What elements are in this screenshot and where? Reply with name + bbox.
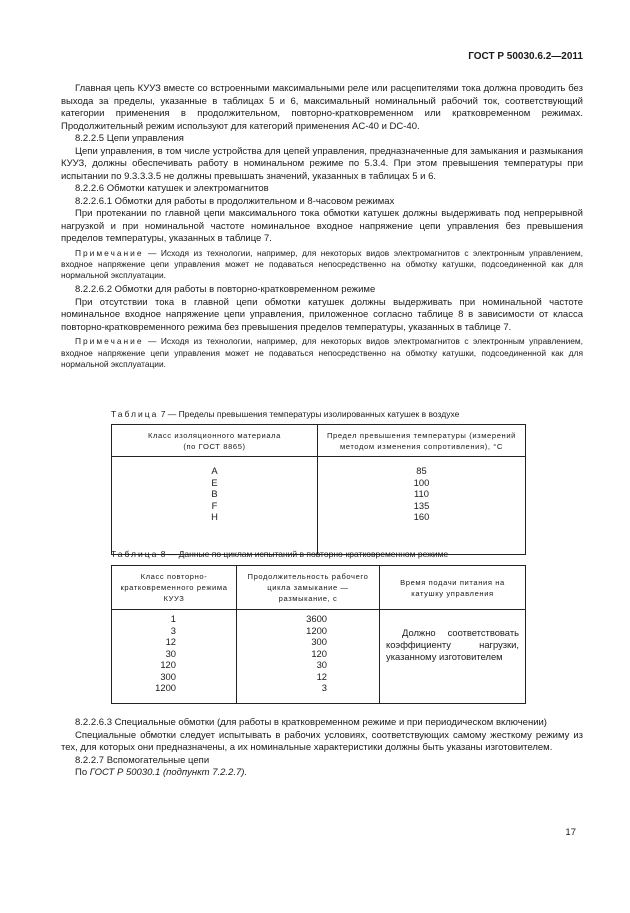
- table-cell: 30: [316, 659, 327, 670]
- table-cell: 120: [160, 659, 176, 670]
- table-cell: 12: [165, 636, 176, 647]
- table-cell: 3600: [306, 613, 327, 624]
- table-cell: 12: [316, 670, 327, 682]
- note-text: — Исходя из технологии, например, для некоторых видов электромагнитов с электронным управлением, входное напряжение цепи управления может не подаваться непосредственно на обмотку катушки, подсоединенной как для нормальной эксплуатации.: [61, 336, 583, 369]
- caption-label: Таблица: [111, 549, 159, 559]
- table7-header-class: Класс изоляционного материала (по ГОСТ 8865): [112, 425, 318, 457]
- table-cell: 300: [160, 670, 176, 682]
- table-cell: Должно соответствовать коэффициенту нагрузки, указанному изготовителем: [386, 627, 519, 662]
- table-cell: 100: [413, 476, 430, 488]
- table-cell: H: [211, 511, 218, 522]
- table-cell: 120: [311, 647, 327, 659]
- table-cell: 1200: [155, 682, 176, 693]
- note: [61, 248, 583, 282]
- table8-classes-cell: [112, 610, 237, 704]
- section-heading: 8.2.2.6.2 Обмотки для работы в повторно-кратковременном режиме: [75, 284, 376, 296]
- table-cell: 110: [414, 488, 429, 499]
- paragraph: Главная цепь КУУЗ вместе со встроенными максимальными реле или расцепителями тока должна проводить без выхода за пределы, указанные в таблицах 5 и 6, максимальный номинальный рабочий ток, соответствующий категории применения в продолжительном, повторно-кратковременном или кратковременном режимах. Продолжительный режим используют для категорий применения AC-40 и DC-40.: [61, 83, 583, 132]
- body-text-top: [61, 83, 583, 373]
- paragraph: Специальные обмотки следует испытывать в рабочих условиях, соответствующих самому жесткому режиму из тех, для которых они предназначены, а их номинальные характеристики должны быть указаны изготовителем.: [61, 729, 583, 753]
- paragraph: При отсутствии тока в главной цепи обмотки катушек должны выдерживать при номинальной частоте номинальное входное напряжение цепи управления, приложенное согласно таблице 8 в зависимости от класса повторно-кратковременного режима без превышения пределов температуры, указанных в таблице 7.: [61, 296, 583, 333]
- table-cell: 300: [311, 636, 327, 647]
- table7-caption: [111, 409, 459, 419]
- section-heading: 8.2.2.7 Вспомогательные цепи: [75, 754, 210, 766]
- table7-limits-cell: [318, 457, 526, 555]
- reference-line: По ГОСТ Р 50030.1 (подпункт 7.2.2.7).: [75, 767, 248, 778]
- paragraph: Цепи управления, в том числе устройства для цепей управления, предназначенные для замыкания и размыкания КУУЗ, должны обеспечивать работу в номинальном режиме по 5.3.4. При этом превышения температуры при испытании по 9.3.3.3.5 не должны превышать значений, указанных в таблицах 5 и 6.: [61, 145, 583, 182]
- caption-text: 7 — Пределы превышения температуры изолированных катушек в воздухе: [160, 409, 460, 419]
- note-label: Примечание: [75, 336, 144, 347]
- note: [61, 336, 583, 370]
- table-cell: 135: [413, 499, 430, 511]
- section-heading: 8.2.2.5 Цепи управления: [75, 133, 184, 144]
- table-cell: 3: [321, 682, 327, 693]
- table-8: [111, 565, 526, 704]
- table-cell: 3: [170, 624, 176, 636]
- paragraph: При протекании по главной цепи максимального тока обмотки катушек должны выдерживать под непрерывной нагрузкой и при номинальной частоте номинальное входное напряжение цепи управления без превышения пределов температуры, указанных в таблице 7.: [61, 208, 583, 244]
- reference: ГОСТ Р 50030.1 (подпункт 7.2.2.7).: [89, 767, 248, 778]
- note-text: — Исходя из технологии, например, для некоторых видов электромагнитов с электронным управлением, входное напряжение цепи управления может не подаваться непосредственно на обмотку катушки, подсоединенной как для нормальной эксплуатации.: [61, 247, 583, 281]
- table-cell: F: [211, 499, 218, 511]
- table7-classes-cell: [112, 457, 318, 555]
- section-heading: 8.2.2.6 Обмотки катушек и электромагнитов: [75, 183, 269, 194]
- table8-header-supply: Время подачи питания на катушку управления: [380, 566, 526, 610]
- table7-header-limit: Предел превышения температуры (измерений методом изменения сопротивления), °С: [318, 425, 526, 457]
- caption-text: 8 — Данные по циклам испытаний в повторно-кратковременном режиме: [160, 549, 449, 559]
- table8-supply-cell: [380, 610, 526, 704]
- table-cell: 30: [165, 647, 176, 659]
- table8-header-duration: Продолжительность рабочего цикла замыкание — размыкание, с: [237, 566, 380, 610]
- table8-header-class: Класс повторно-кратковременного режима КУУЗ: [112, 566, 237, 610]
- table-cell: 160: [413, 511, 430, 522]
- note-label: Примечание: [75, 247, 144, 258]
- document-header: ГОСТ Р 50030.6.2—2011: [468, 51, 583, 62]
- table-cell: 1200: [306, 624, 327, 636]
- table-cell: 85: [416, 465, 427, 476]
- section-heading: 8.2.2.6.3 Специальные обмотки (для работы в кратковременном режиме и при периодическом включении): [75, 717, 547, 728]
- table-7: [111, 424, 526, 555]
- body-text-bottom: [61, 717, 583, 780]
- table-cell: E: [211, 476, 218, 488]
- caption-label: Таблица: [111, 409, 159, 419]
- table8-durations-cell: [237, 610, 380, 704]
- table-cell: A: [211, 465, 218, 476]
- page-number: 17: [565, 827, 576, 838]
- section-heading: 8.2.2.6.1 Обмотки для работы в продолжительном и 8-часовом режимах: [75, 195, 395, 207]
- table-cell: 1: [170, 613, 176, 624]
- table-cell: B: [211, 488, 218, 499]
- table8-caption: [111, 549, 448, 559]
